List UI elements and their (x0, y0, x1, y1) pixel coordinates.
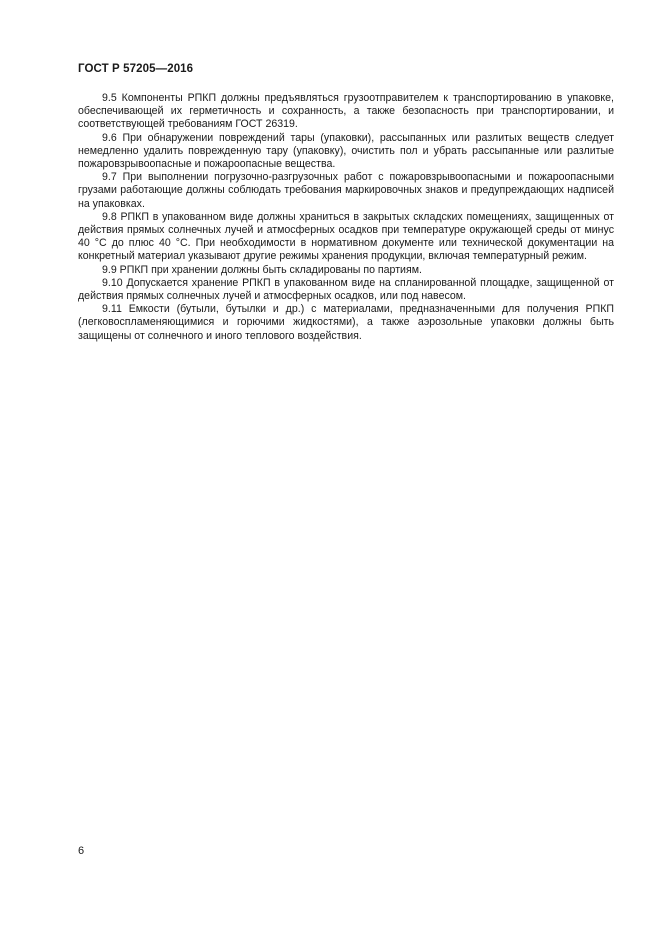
paragraph-9-5: 9.5 Компоненты РПКП должны предъявляться грузоотправителем к транспортированию в упаковке, обеспечивающей их герметичность и сохранность, а также безопасность при транспортировании, и соответствующей требованиям ГОСТ 26319. (78, 92, 614, 131)
standard-header: ГОСТ Р 57205—2016 (78, 63, 194, 75)
paragraph-9-10: 9.10 Допускается хранение РПКП в упакованном виде на спланированной площадке, защищенной от действия прямых солнечных лучей и атмосферных осадков, или под навесом. (78, 276, 614, 303)
paragraph-9-11: 9.11 Емкости (бутыли, бутылки и др.) с материалами, предназначенными для получения РПКП (легковоспламеняющимися и горючими жидкостями), а также аэрозольные упаковки должны быть защищены от солнечного и иного теплового воздействия. (78, 303, 614, 342)
page-number: 6 (78, 845, 85, 857)
paragraph-9-7: 9.7 При выполнении погрузочно-разгрузочных работ с пожаровзрывоопасными и пожароопасными грузами работающие должны соблюдать требования маркировочных знаков и предупреждающих надписей на упаковках. (78, 171, 614, 210)
paragraph-9-9: 9.9 РПКП при хранении должны быть складированы по партиям. (102, 263, 422, 276)
paragraph-9-8: 9.8 РПКП в упакованном виде должны храниться в закрытых складских помещениях, защищенных от действия прямых солнечных лучей и атмосферных осадков при температуре окружающей среды от минус 40 °С до плюс 40 °С. При необходимости в нормативном документе или технической документации на конкретный материал указывают другие режимы хранения продукции, включая температурный режим. (78, 210, 614, 263)
section-9-text (78, 92, 614, 343)
paragraph-9-6: 9.6 При обнаружении повреждений тары (упаковки), рассыпанных или разлитых веществ следует немедленно удалить поврежденную тару (упаковку), очистить пол и убрать рассыпанные или разлитые пожаровзрывоопасные и пожароопасные вещества. (78, 131, 614, 171)
